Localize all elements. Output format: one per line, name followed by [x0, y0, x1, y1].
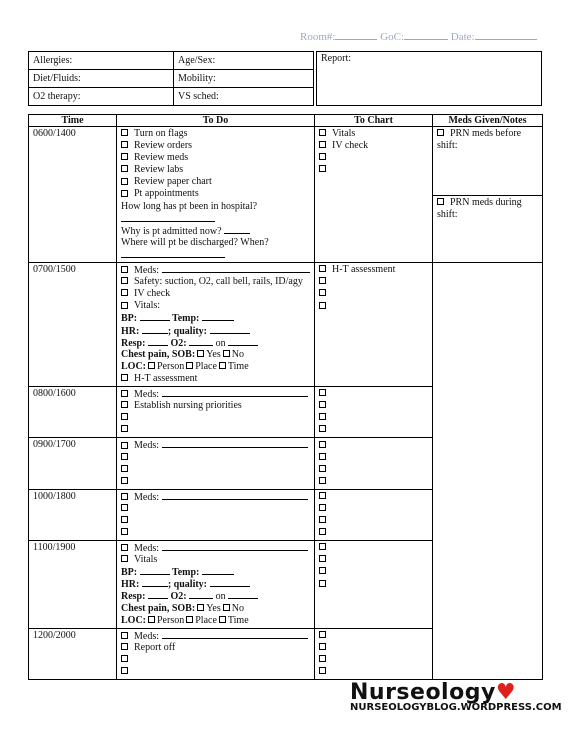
checkbox[interactable]: [319, 413, 326, 420]
meds-blank[interactable]: [162, 264, 310, 273]
temp-label: Temp:: [171, 313, 200, 325]
checkbox[interactable]: [219, 616, 226, 623]
o2-blank[interactable]: [189, 590, 213, 599]
chart-label: H-T assessment: [332, 264, 396, 276]
logo-brand: Nurseology: [350, 680, 496, 705]
temp-blank[interactable]: [202, 566, 234, 575]
checkbox[interactable]: [121, 655, 128, 662]
task-label: Review meds: [134, 152, 189, 164]
bp-label: BP:: [121, 567, 138, 579]
answer-blank[interactable]: [224, 225, 250, 234]
todo-cell: [117, 628, 315, 679]
hr-label: HR:: [121, 579, 140, 591]
checkbox[interactable]: [121, 465, 128, 472]
resp-label: Resp:: [121, 337, 146, 349]
meds-label: Meds:: [134, 491, 159, 503]
checkbox[interactable]: [121, 643, 128, 650]
report-label: Report:: [321, 53, 351, 64]
checkbox[interactable]: [121, 493, 128, 500]
meds-label: Meds:: [134, 630, 159, 642]
checkbox[interactable]: [319, 477, 326, 484]
chart-cell: [315, 541, 433, 629]
checkbox[interactable]: [319, 453, 326, 460]
checkbox[interactable]: [121, 178, 128, 185]
room-blank[interactable]: [335, 30, 377, 40]
hr-label: HR:: [121, 325, 140, 337]
checkbox[interactable]: [148, 616, 155, 623]
place-label: Place: [195, 614, 217, 626]
time-cell: 1100/1900: [29, 541, 117, 629]
checkbox[interactable]: [319, 555, 326, 562]
checkbox[interactable]: [121, 528, 128, 535]
todo-cell: [117, 263, 315, 387]
o2-field[interactable]: O2 therapy:: [29, 88, 174, 106]
todo-cell: [117, 438, 315, 489]
checkbox[interactable]: [121, 153, 128, 160]
checkbox[interactable]: [319, 425, 326, 432]
answer-blank[interactable]: [121, 213, 215, 222]
checkbox[interactable]: [319, 153, 326, 160]
checkbox[interactable]: [319, 516, 326, 523]
checkbox[interactable]: [319, 667, 326, 674]
allergies-field[interactable]: Allergies:: [29, 52, 174, 70]
meds-blank[interactable]: [162, 439, 308, 448]
checkbox[interactable]: [121, 544, 128, 551]
checkbox[interactable]: [223, 350, 230, 357]
checkbox[interactable]: [121, 401, 128, 408]
vitals-label: Vitals:: [134, 300, 161, 312]
yes-label: Yes: [206, 602, 221, 614]
report-box[interactable]: [316, 51, 542, 106]
checkbox[interactable]: [121, 632, 128, 639]
checkbox[interactable]: [319, 265, 326, 272]
chart-cell: [315, 127, 433, 263]
logo-site: NURSEOLOGYBLOG.WORDPRESS.COM: [350, 702, 562, 713]
date-label: Date:: [450, 31, 475, 43]
col-meds: Meds Given/Notes: [433, 115, 543, 127]
resp-blank[interactable]: [148, 337, 168, 346]
place-label: Place: [195, 360, 217, 372]
vs-field[interactable]: VS sched:: [174, 88, 314, 106]
time-label: Time: [227, 360, 249, 372]
meds-label: Meds:: [134, 543, 159, 555]
meds-cell: [433, 127, 543, 263]
nurseology-logo: [350, 680, 562, 713]
task-label: Pt appointments: [134, 188, 199, 200]
table-row: [29, 263, 543, 387]
task-label: Report off: [134, 641, 176, 653]
time-cell: 0800/1600: [29, 386, 117, 437]
checkbox[interactable]: [437, 129, 444, 136]
checkbox[interactable]: [319, 302, 326, 309]
bp-blank[interactable]: [140, 312, 170, 321]
resp-blank[interactable]: [148, 590, 168, 599]
checkbox[interactable]: [121, 504, 128, 511]
schedule-table: [28, 114, 543, 680]
checkbox[interactable]: [121, 289, 128, 296]
checkbox[interactable]: [121, 190, 128, 197]
chart-cell: [315, 489, 433, 540]
hr-blank[interactable]: [142, 325, 168, 334]
bp-blank[interactable]: [140, 566, 170, 575]
task-label: Review labs: [134, 164, 184, 176]
checkbox[interactable]: [197, 350, 204, 357]
no-label: No: [231, 602, 244, 614]
on-blank[interactable]: [228, 590, 258, 599]
room-label: Room#:: [300, 31, 336, 43]
todo-cell: [117, 489, 315, 540]
checkbox[interactable]: [319, 528, 326, 535]
checkbox[interactable]: [319, 492, 326, 499]
prn-during-label: PRN meds during shift:: [437, 197, 522, 220]
time-cell: 1200/2000: [29, 628, 117, 679]
checkbox[interactable]: [319, 401, 326, 408]
loc-label: LOC:: [121, 360, 146, 372]
time-cell: 1000/1800: [29, 489, 117, 540]
meds-label: Meds:: [134, 265, 159, 277]
checkbox[interactable]: [121, 129, 128, 136]
checkbox[interactable]: [319, 277, 326, 284]
checkbox[interactable]: [319, 465, 326, 472]
chest-label: Chest pain, SOB:: [121, 348, 196, 360]
chart-cell: [315, 438, 433, 489]
checkbox[interactable]: [197, 604, 204, 611]
checkbox[interactable]: [121, 165, 128, 172]
checkbox[interactable]: [319, 655, 326, 662]
checkbox[interactable]: [121, 390, 128, 397]
meds-label: Meds:: [134, 440, 159, 452]
diet-field[interactable]: Diet/Fluids:: [29, 70, 174, 88]
chart-cell: [315, 263, 433, 387]
ht-label: H-T assessment: [134, 372, 198, 384]
time-label: Time: [227, 614, 249, 626]
checkbox[interactable]: [121, 141, 128, 148]
loc-label: LOC:: [121, 614, 146, 626]
o2-blank[interactable]: [189, 337, 213, 346]
col-time: Time: [29, 115, 117, 127]
vitals-label: Vitals: [134, 554, 158, 566]
quality-blank[interactable]: [210, 325, 250, 334]
todo-cell: [117, 541, 315, 629]
todo-cell: [117, 127, 315, 263]
person-label: Person: [157, 614, 185, 626]
checkbox[interactable]: [319, 567, 326, 574]
header-fields: [300, 30, 545, 43]
on-label: on: [215, 591, 226, 603]
task-label: Review orders: [134, 140, 193, 152]
task-label: Review paper chart: [134, 176, 212, 188]
table-row: [29, 127, 543, 263]
temp-label: Temp:: [171, 567, 200, 579]
chart-cell: [315, 628, 433, 679]
on-label: on: [215, 337, 226, 349]
task-label: Turn on flags: [134, 128, 188, 139]
checkbox[interactable]: [186, 362, 193, 369]
chart-label: Vitals: [332, 128, 356, 139]
hr-blank[interactable]: [142, 578, 168, 587]
question-los: How long has pt been in hospital?: [121, 200, 258, 212]
meds-blank[interactable]: [162, 491, 308, 500]
checkbox[interactable]: [319, 165, 326, 172]
meds-blank[interactable]: [162, 388, 308, 397]
chart-label: IV check: [332, 140, 369, 152]
meds-label: Meds:: [134, 388, 159, 400]
checkbox[interactable]: [319, 141, 326, 148]
chart-cell: [315, 386, 433, 437]
checkbox[interactable]: [121, 442, 128, 449]
checkbox[interactable]: [121, 555, 128, 562]
quality-label: ; quality:: [167, 325, 208, 337]
answer-blank[interactable]: [121, 249, 225, 258]
checkbox[interactable]: [121, 453, 128, 460]
time-cell: 0600/1400: [29, 127, 117, 263]
patient-info-table: [28, 51, 314, 106]
col-todo: To Do: [117, 115, 315, 127]
bp-label: BP:: [121, 313, 138, 325]
checkbox[interactable]: [319, 389, 326, 396]
iv-label: IV check: [134, 288, 171, 300]
quality-label: ; quality:: [167, 579, 208, 591]
task-label: Establish nursing priorities: [134, 400, 242, 412]
yes-label: Yes: [206, 348, 221, 360]
age-sex-field[interactable]: Age/Sex:: [174, 52, 314, 70]
meds-blank[interactable]: [162, 630, 308, 639]
question-discharge: Where will pt be discharged? When?: [121, 236, 269, 248]
time-cell: 0900/1700: [29, 438, 117, 489]
checkbox[interactable]: [121, 425, 128, 432]
checkbox[interactable]: [121, 374, 128, 381]
checkbox[interactable]: [121, 266, 128, 273]
checkbox[interactable]: [186, 616, 193, 623]
checkbox[interactable]: [148, 362, 155, 369]
prn-before-label: PRN meds before shift:: [437, 128, 522, 151]
checkbox[interactable]: [121, 277, 128, 284]
goc-label: GoC:: [380, 31, 405, 43]
checkbox[interactable]: [319, 289, 326, 296]
quality-blank[interactable]: [210, 578, 250, 587]
checkbox[interactable]: [121, 413, 128, 420]
checkbox[interactable]: [319, 543, 326, 550]
question-admit: Why is pt admitted now?: [121, 225, 222, 237]
checkbox[interactable]: [319, 580, 326, 587]
checkbox[interactable]: [121, 477, 128, 484]
checkbox[interactable]: [121, 302, 128, 309]
checkbox[interactable]: [319, 631, 326, 638]
meds-blank[interactable]: [162, 542, 308, 551]
col-chart: To Chart: [315, 115, 433, 127]
safety-label: Safety: suction, O2, call bell, rails, ID/agy: [134, 276, 303, 288]
o2-label: O2:: [170, 337, 187, 349]
checkbox[interactable]: [121, 516, 128, 523]
no-label: No: [231, 348, 244, 360]
goc-blank[interactable]: [404, 30, 448, 40]
checkbox[interactable]: [319, 441, 326, 448]
time-cell: 0700/1500: [29, 263, 117, 387]
checkbox[interactable]: [121, 667, 128, 674]
person-label: Person: [157, 360, 185, 372]
o2-label: O2:: [170, 591, 187, 603]
chest-label: Chest pain, SOB:: [121, 602, 196, 614]
on-blank[interactable]: [228, 337, 258, 346]
notes-cell[interactable]: [433, 263, 543, 680]
checkbox[interactable]: [319, 129, 326, 136]
heart-icon: ♥: [495, 680, 517, 705]
temp-blank[interactable]: [202, 312, 234, 321]
checkbox[interactable]: [319, 504, 326, 511]
checkbox[interactable]: [437, 198, 444, 205]
date-blank[interactable]: [475, 30, 537, 40]
checkbox[interactable]: [223, 604, 230, 611]
checkbox[interactable]: [219, 362, 226, 369]
mobility-field[interactable]: Mobility:: [174, 70, 314, 88]
resp-label: Resp:: [121, 591, 146, 603]
checkbox[interactable]: [319, 643, 326, 650]
todo-cell: [117, 386, 315, 437]
